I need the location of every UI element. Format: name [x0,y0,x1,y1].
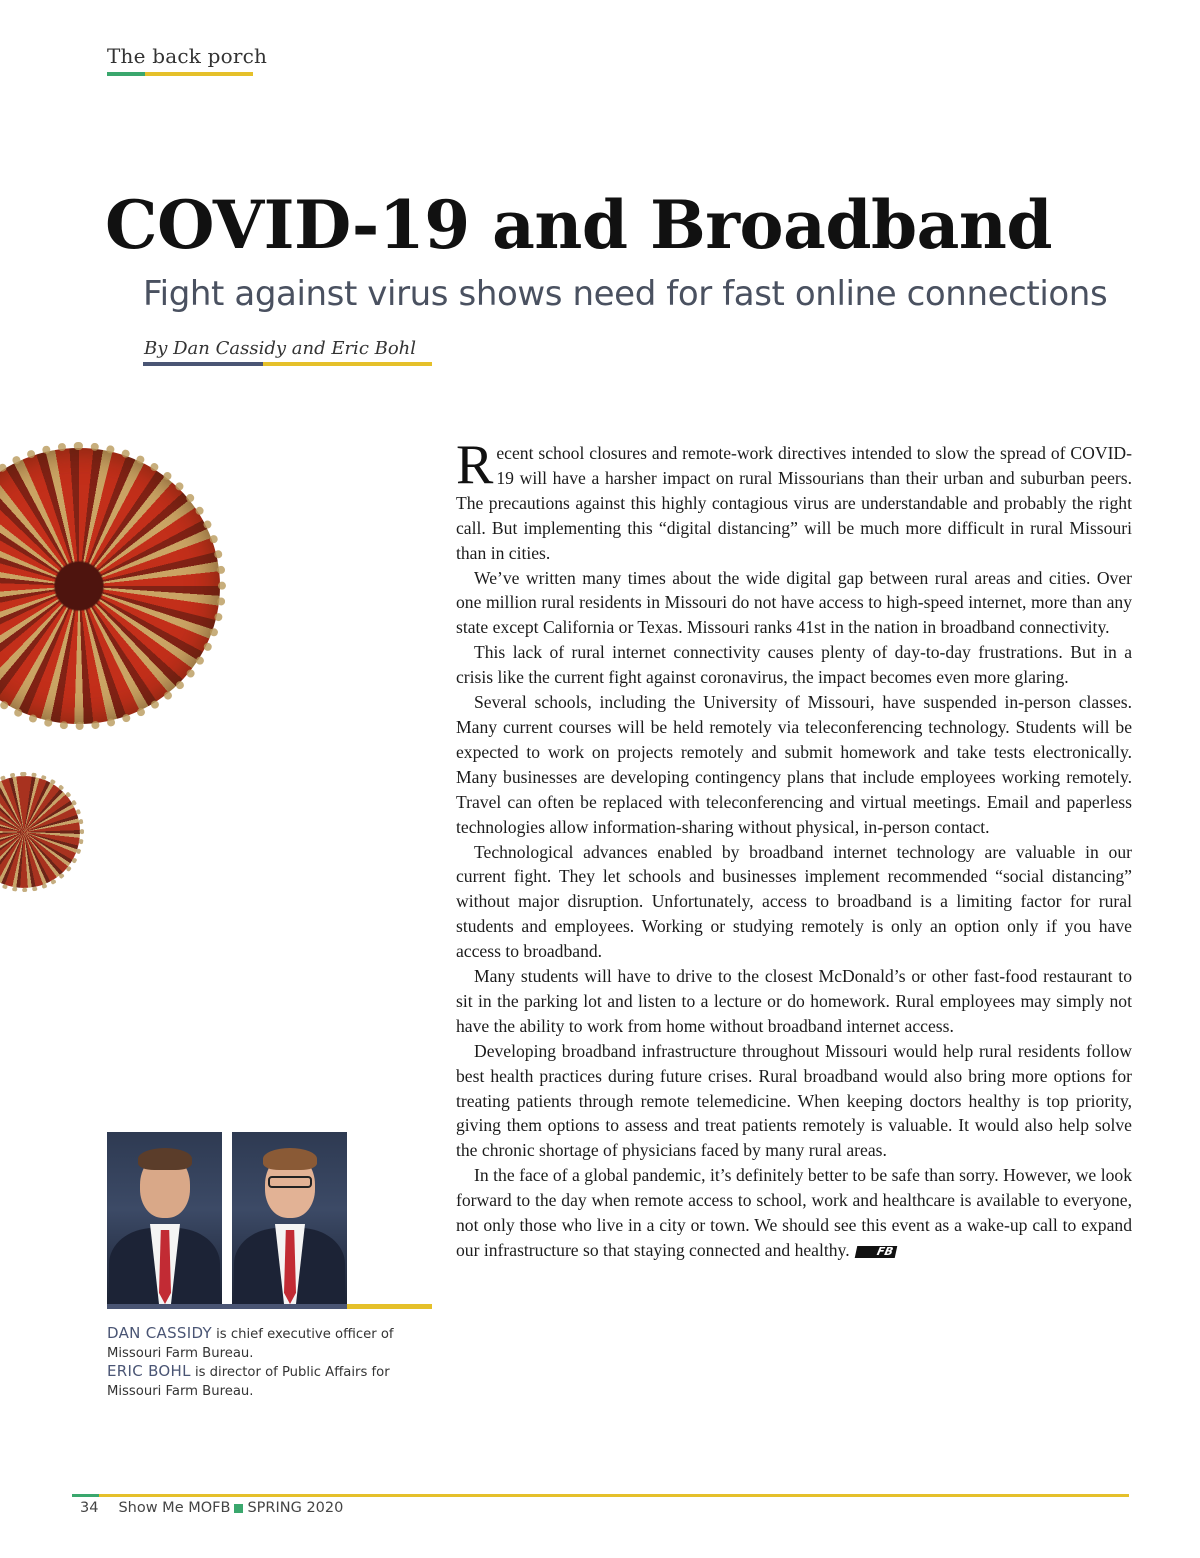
paragraph-4: Several schools, including the University of Missouri, have suspended in-person classes. Many current courses will be held remotely via teleconferencing technology. Students will be expected to work on projects remotely and submit homework and take tests electronically. Many businesses are developing contingency plans that include employees working remotely. Travel can often be replaced with teleconferencing and virtual meetings. Email and paperless technologies allow information-sharing without physical, in-person contact. [456,692,1132,837]
virus-illustration-small [0,776,80,888]
page-footer [80,1500,343,1516]
paragraph-3: This lack of rural internet connectivity causes plenty of day-to-day frustrations. But in a crisis like the current fight against coronavirus, the impact becomes even more glaring. [456,642,1132,688]
author-photo-dan-cassidy [107,1132,222,1304]
separator-square-icon [234,1504,243,1513]
paragraph-8: In the face of a global pandemic, it’s definitely better to be safe than sorry. However, we look forward to the day when remote access to school, work and healthcare is available to everyone, not only those who live in a city or town. We should see this event as a wake-up call to expand our infrastructure so that staying connected and healthy. FB [456,1165,1132,1260]
paragraph-7: Developing broadband infrastructure throughout Missouri would help rural residents follow best health practices during future crises. Rural broadband would also bring more options for treating patients through remote telemedicine. When keeping doctors healthy is top priority, giving them options to assess and treat patients remotely is valuable. It would also help solve the chronic shortage of physicians faced by many rural areas. [456,1040,1132,1161]
section-label: The back porch [107,44,268,68]
author-bio-eric-bohl [107,1362,427,1401]
article-body [456,434,1132,1263]
byline-rule [143,362,432,366]
drop-cap: R [456,434,494,496]
paragraph-5: Technological advances enabled by broadband internet technology are valuable in our current fight. They let schools and businesses implement recommended “social distancing” without major disruption. Unfortunately, access to broadband is a limiting factor for rural students and employees. Working or studying remotely is only an option only if you have access to broadband. [456,841,1132,962]
subheadline: Fight against virus shows need for fast online connections [143,274,1108,314]
page-number: 34 [80,1500,99,1516]
farm-bureau-end-mark-icon: FB [854,1246,896,1258]
author-bio-text: is chief executive officer of Missouri Farm Bureau. [107,1327,394,1361]
paragraph-6: Many students will have to drive to the closest McDonald’s or other fast-food restaurant to sit in the parking lot and listen to a lecture or do homework. Rural employees may simply not have the ability to work from home without broadband internet access. [456,966,1132,1036]
paragraph-2: We’ve written many times about the wide digital gap between rural areas and cities. Over one million rural residents in Missouri do not have access to high-speed internet, more than any state except California or Texas. Missouri ranks 41st in the nation in broadband connectivity. [456,567,1132,638]
publication-name: Show Me MOFB [118,1500,231,1516]
footer-rule [72,1494,1129,1497]
author-name: ERIC BOHL [107,1362,191,1380]
author-name: DAN CASSIDY [107,1324,212,1342]
author-photo-eric-bohl [232,1132,347,1304]
virus-illustration-large [0,448,220,724]
section-rule [107,72,253,76]
byline: By Dan Cassidy and Eric Bohl [144,338,417,359]
author-bio-dan-cassidy [107,1324,427,1363]
photo-rule [107,1304,432,1309]
issue-date: SPRING 2020 [247,1500,344,1516]
headline: COVID-19 and Broadband [105,186,1053,264]
paragraph-1: Recent school closures and remote-work directives intended to slow the spread of COVID-19 will have a harsher impact on rural Missourians than their urban and suburban peers. The precautions against this highly contagious virus are understandable and probably the right call. But implementing this “digital distancing” will be much more difficult in rural Missouri than in cities. [456,434,1132,563]
author-bio-text: is director of Public Affairs for Missouri Farm Bureau. [107,1365,390,1399]
